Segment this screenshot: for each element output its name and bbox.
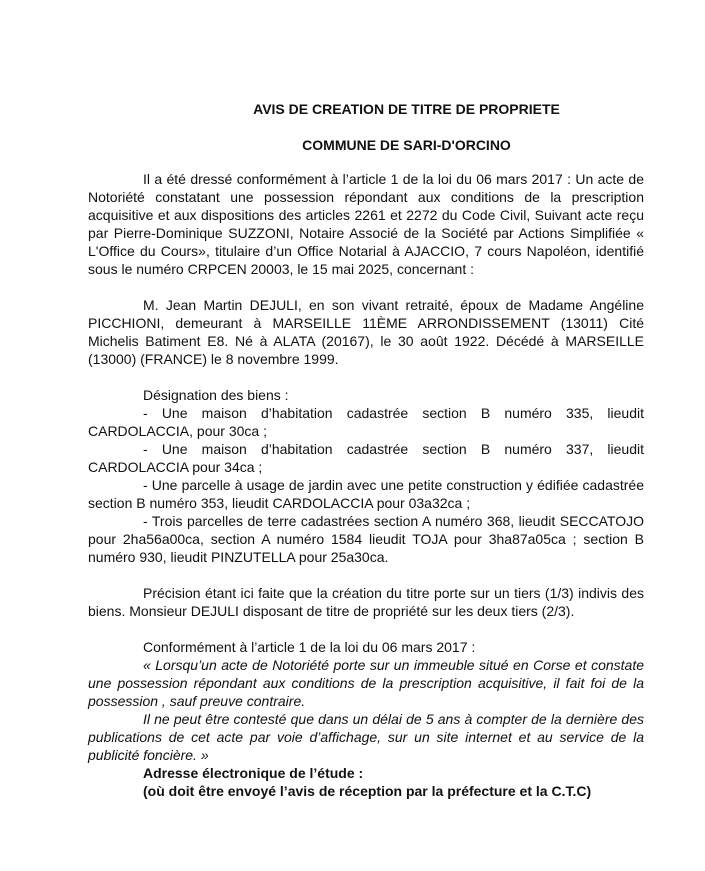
legal-quote: Il ne peut être contesté que dans un délai de 5 ans à compter de la dernière des publications de cet acte par voie d’affichage, sur un site internet et au service de la publicité foncière. » [88, 711, 644, 763]
intro-paragraph: Il a été dressé conformément à l’article 1 de la loi du 06 mars 2017 : Un acte de Notoriété constatant une possession répondant aux conditions de la prescription acquisitive et aux dispositions des articles 2261 et 2272 du Code Civil, Suivant acte reçu par Pierre-Dominique SUZZONI, Notaire Associé de la Société par Actions Simplifiée « L'Office du Cours», titulaire d’un Office Notarial à AJACCIO, 7 cours Napoléon, identifié sous le numéro CRPCEN 20003, le 15 mai 2025, concernant : [88, 171, 644, 277]
designation-heading: Désignation des biens : [143, 387, 289, 403]
designation-item: - Trois parcelles de terre cadastrées section A numéro 368, lieudit SECCATOJO pour 2ha56a00ca, section A numéro 1584 lieudit TOJA pour 3ha87a05ca ; section B numéro 930, lieudit PINZUTELLA pour 25a30ca. [88, 513, 644, 565]
document-body [88, 170, 644, 800]
address-note: (où doit être envoyé l’avis de réception par la préfecture et la C.T.C) [143, 783, 592, 799]
person-paragraph: M. Jean Martin DEJULI, en son vivant retraité, époux de Madame Angéline PICCHIONI, demeurant à MARSEILLE 11ÈME ARRONDISSEMENT (13011) Cité Michelis Batiment E8. Né à ALATA (20167), le 30 août 1922. Décédé à MARSEILLE (13000) (FRANCE) le 8 novembre 1999. [88, 297, 644, 367]
designation-item: - Une maison d’habitation cadastrée section B numéro 335, lieudit CARDOLACCIA, pour 30ca ; [88, 405, 644, 439]
precision-paragraph: Précision étant ici faite que la création du titre porte sur un tiers (1/3) indivis des biens. Monsieur DEJULI disposant de titre de propriété sur les deux tiers (2/3). [88, 585, 644, 619]
address-label: Adresse électronique de l’étude : [143, 765, 364, 781]
legal-quote: « Lorsqu’un acte de Notoriété porte sur un immeuble situé en Corse et constate une possession répondant aux conditions de la prescription acquisitive, il fait foi de la possession , sauf preuve contraire. [88, 657, 644, 709]
commune-heading: COMMUNE DE SARI-D'ORCINO [302, 137, 511, 153]
legal-intro: Conformément à l’article 1 de la loi du 06 mars 2017 : [143, 639, 476, 655]
designation-item: - Une parcelle à usage de jardin avec une petite construction y édifiée cadastrée section B numéro 353, lieudit CARDOLACCIA pour 03a32ca ; [88, 477, 644, 511]
document-title: AVIS DE CREATION DE TITRE DE PROPRIETE [253, 101, 560, 117]
designation-item: - Une maison d’habitation cadastrée section B numéro 337, lieudit CARDOLACCIA pour 34ca ; [88, 441, 644, 475]
